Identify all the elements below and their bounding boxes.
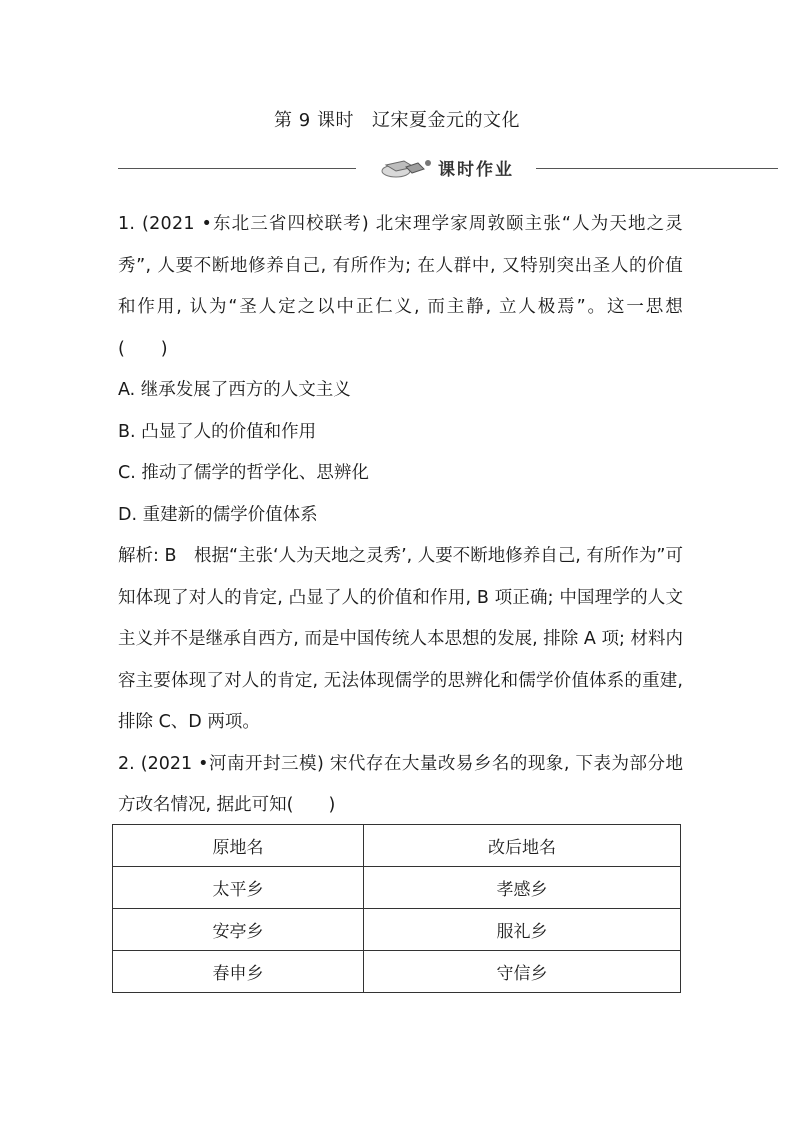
section-banner — [118, 155, 778, 185]
question-1-stem: 1. (2021 •东北三省四校联考) 北宋理学家周敦颐主张“人为天地之灵秀”, 人要不断地修养自己, 有所作为; 在人群中, 又特别突出圣人的价值和作用, 认为“圣人定之以中正仁义, 而主静, 立人极焉”。这一思想( ) — [118, 214, 683, 359]
option-a: A. 继承发展了西方的人文主义 — [118, 380, 351, 400]
question-area — [118, 204, 683, 827]
table-cell: 服礼乡 — [364, 909, 681, 951]
table-cell: 太平乡 — [113, 867, 364, 909]
lesson-topic: 辽宋夏金元的文化 — [371, 110, 520, 131]
table-cell: 孝感乡 — [364, 867, 681, 909]
place-name-table — [112, 824, 681, 993]
page-title — [0, 106, 794, 132]
table-header-original: 原地名 — [113, 825, 364, 867]
banner-rule-right — [536, 168, 778, 169]
table-header-renamed: 改后地名 — [364, 825, 681, 867]
option-d: D. 重建新的儒学价值体系 — [118, 504, 318, 525]
table-header-row — [113, 825, 681, 867]
question-2-stem: 2. (2021 •河南开封三模) 宋代存在大量改易乡名的现象, 下表为部分地方改名情况, 据此可知( ) — [118, 753, 683, 815]
lesson-number: 第 9 课时 — [274, 110, 354, 131]
book-stack-icon — [376, 155, 436, 183]
option-c: C. 推动了儒学的哲学化、思辨化 — [118, 463, 369, 483]
table-row — [113, 951, 681, 993]
banner-rule-left — [118, 168, 356, 169]
table-cell: 安亭乡 — [113, 909, 364, 951]
question-1-analysis: 解析: B 根据“主张‘人为天地之灵秀’, 人要不断地修养自己, 有所作为”可知体现了对人的肯定, 凸显了人的价值和作用, B 项正确; 中国理学的人文主义并不是继承自西方, 而是中国传统人本思想的发展, 排除 A 项; 材料内容主要体现了对人的肯定, 无法体现儒学的思辨化和儒学价值体系的重建, 排除 C、D 两项。 — [118, 546, 683, 732]
table-cell: 春申乡 — [113, 951, 364, 993]
table-row — [113, 909, 681, 951]
table-cell: 守信乡 — [364, 951, 681, 993]
table-row — [113, 867, 681, 909]
option-b: B. 凸显了人的价值和作用 — [118, 421, 317, 442]
section-label: 课时作业 — [438, 160, 514, 180]
